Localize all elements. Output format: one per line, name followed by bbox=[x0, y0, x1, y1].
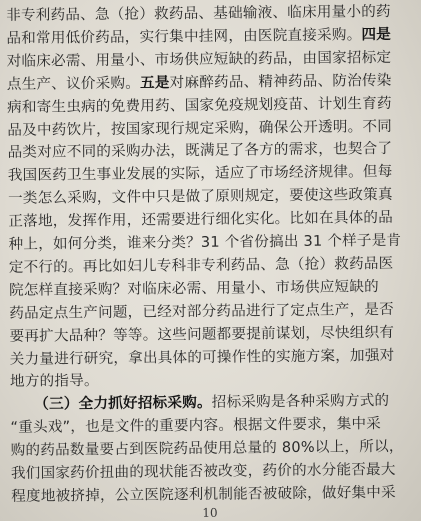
body-text: 程度地被挤掉，公立医院逐利机制能否被破除，做好集中采 bbox=[11, 483, 396, 505]
bold-text: （三）全力抓好招标采购。 bbox=[34, 394, 212, 413]
body-text: 正落地，发挥作用，还需要进行细化实化。比如在具体的品 bbox=[8, 208, 394, 231]
body-text: 关力量进行研究，拿出具体的可操作性的实施方案，加强对 bbox=[9, 346, 395, 368]
body-text: 我国医药卫生事业发展的实际，适应了市场经济规律。但每 bbox=[7, 163, 393, 185]
body-text: 地方的指导。 bbox=[9, 372, 99, 391]
body-text: 招标采购是各种采购方式的 bbox=[211, 392, 390, 412]
body-text: 购的药品数量要占到医院药品使用总量的 80%以上，所以， bbox=[10, 437, 404, 460]
body-text: 品及中药饮片，按国家现行规定采购，确保公开透明。不同 bbox=[7, 117, 393, 139]
body-text: 品类对应不同的采购办法，既满足了各方的需求，也契合了 bbox=[7, 140, 393, 162]
body-text: 品和常用低价药品，实行集中挂网，由医院直接采购。 bbox=[6, 26, 362, 47]
body-text: 我们国家药价扭曲的现状能否被改变，药价的水分能否最大 bbox=[10, 460, 396, 482]
bold-text: 四是 bbox=[361, 25, 392, 44]
body-text: 对麻醉药品、精神药品、防治传染 bbox=[169, 71, 392, 91]
body-text: 非专利药品、急（抢）救药品、基础输液、临床用量小的药 bbox=[6, 2, 391, 24]
body-text: 院怎样直接采购？对临床必需、用量小、市场供应短缺的 bbox=[8, 277, 379, 299]
body-text: 病和寄生虫病的免费用药、国家免疫规划疫苗、计划生育药 bbox=[7, 94, 392, 116]
body-text: 定不行的。再比如妇儿专科非专利药品、急（抢）救药品医 bbox=[8, 254, 394, 276]
page-number: 10 bbox=[202, 505, 218, 520]
body-text: 点生产、议价采购。 bbox=[6, 74, 141, 93]
body-text: 种上，如何分类，谁来分类？31 个省份搞出 31 个样子是肯 bbox=[8, 231, 402, 253]
body-text: 一类怎么采购，文件中只是做了原则规定，要使这些政策真 bbox=[7, 186, 393, 208]
body-text: 对临床必需、用量小、市场供应短缺的药品，由国家招标定 bbox=[6, 48, 392, 70]
bold-text: 五是 bbox=[139, 73, 170, 92]
text-line bbox=[11, 480, 421, 508]
body-text: “重头戏”，也是文件的重要内容。根据文件要求，集中采 bbox=[10, 415, 382, 437]
body-text: 要再扩大品种？等等。这些问题都要提前谋划，尽快组织有 bbox=[9, 323, 395, 345]
body-text: 药品定点生产问题，已经对部分药品进行了定点生产，是否 bbox=[9, 300, 394, 322]
